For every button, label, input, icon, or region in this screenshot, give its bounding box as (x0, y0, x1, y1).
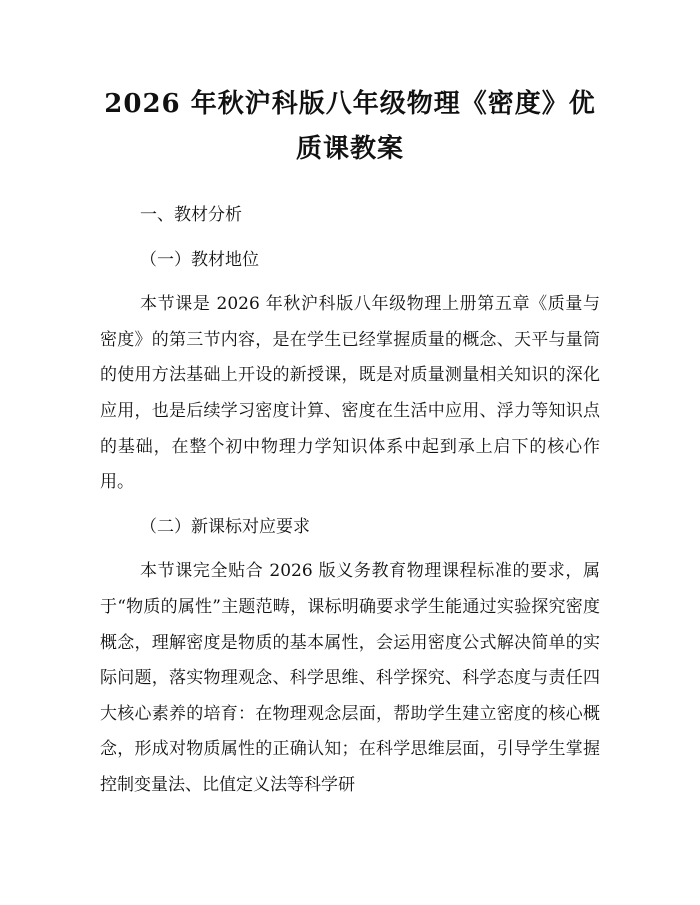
document-body (100, 198, 600, 804)
paragraph: 本节课完全贴合 2026 版义务教育物理课程标准的要求，属于“物质的属性”主题范畴，课标明确要求学生能通过实验探究密度概念，理解密度是物质的基本属性，会运用密度公式解决简单的实际问题，落实物理观念、科学思维、科学探究、科学态度与责任四大核心素养的培育：在物理观念层面，帮助学生建立密度的核心概念，形成对物质属性的正确认知；在科学思维层面，引导学生掌握控制变量法、比值定义法等科学研 (100, 561, 600, 795)
subsection-heading: （二）新课标对应要求 (140, 516, 310, 537)
section-heading: 一、教材分析 (140, 205, 242, 225)
subsection-heading: （一）教材地位 (140, 249, 259, 270)
document-title: 2026 年秋沪科版八年级物理《密度》优质课教案 (104, 89, 596, 164)
paragraph: 本节课是 2026 年秋沪科版八年级物理上册第五章《质量与密度》的第三节内容，是在学生已经掌握质量的概念、天平与量筒的使用方法基础上开设的新授课，既是对质量测量相关知识的深化应用，也是后续学习密度计算、密度在生活中应用、浮力等知识点的基础，在整个初中物理力学知识体系中起到承上启下的核心作用。 (100, 294, 600, 493)
